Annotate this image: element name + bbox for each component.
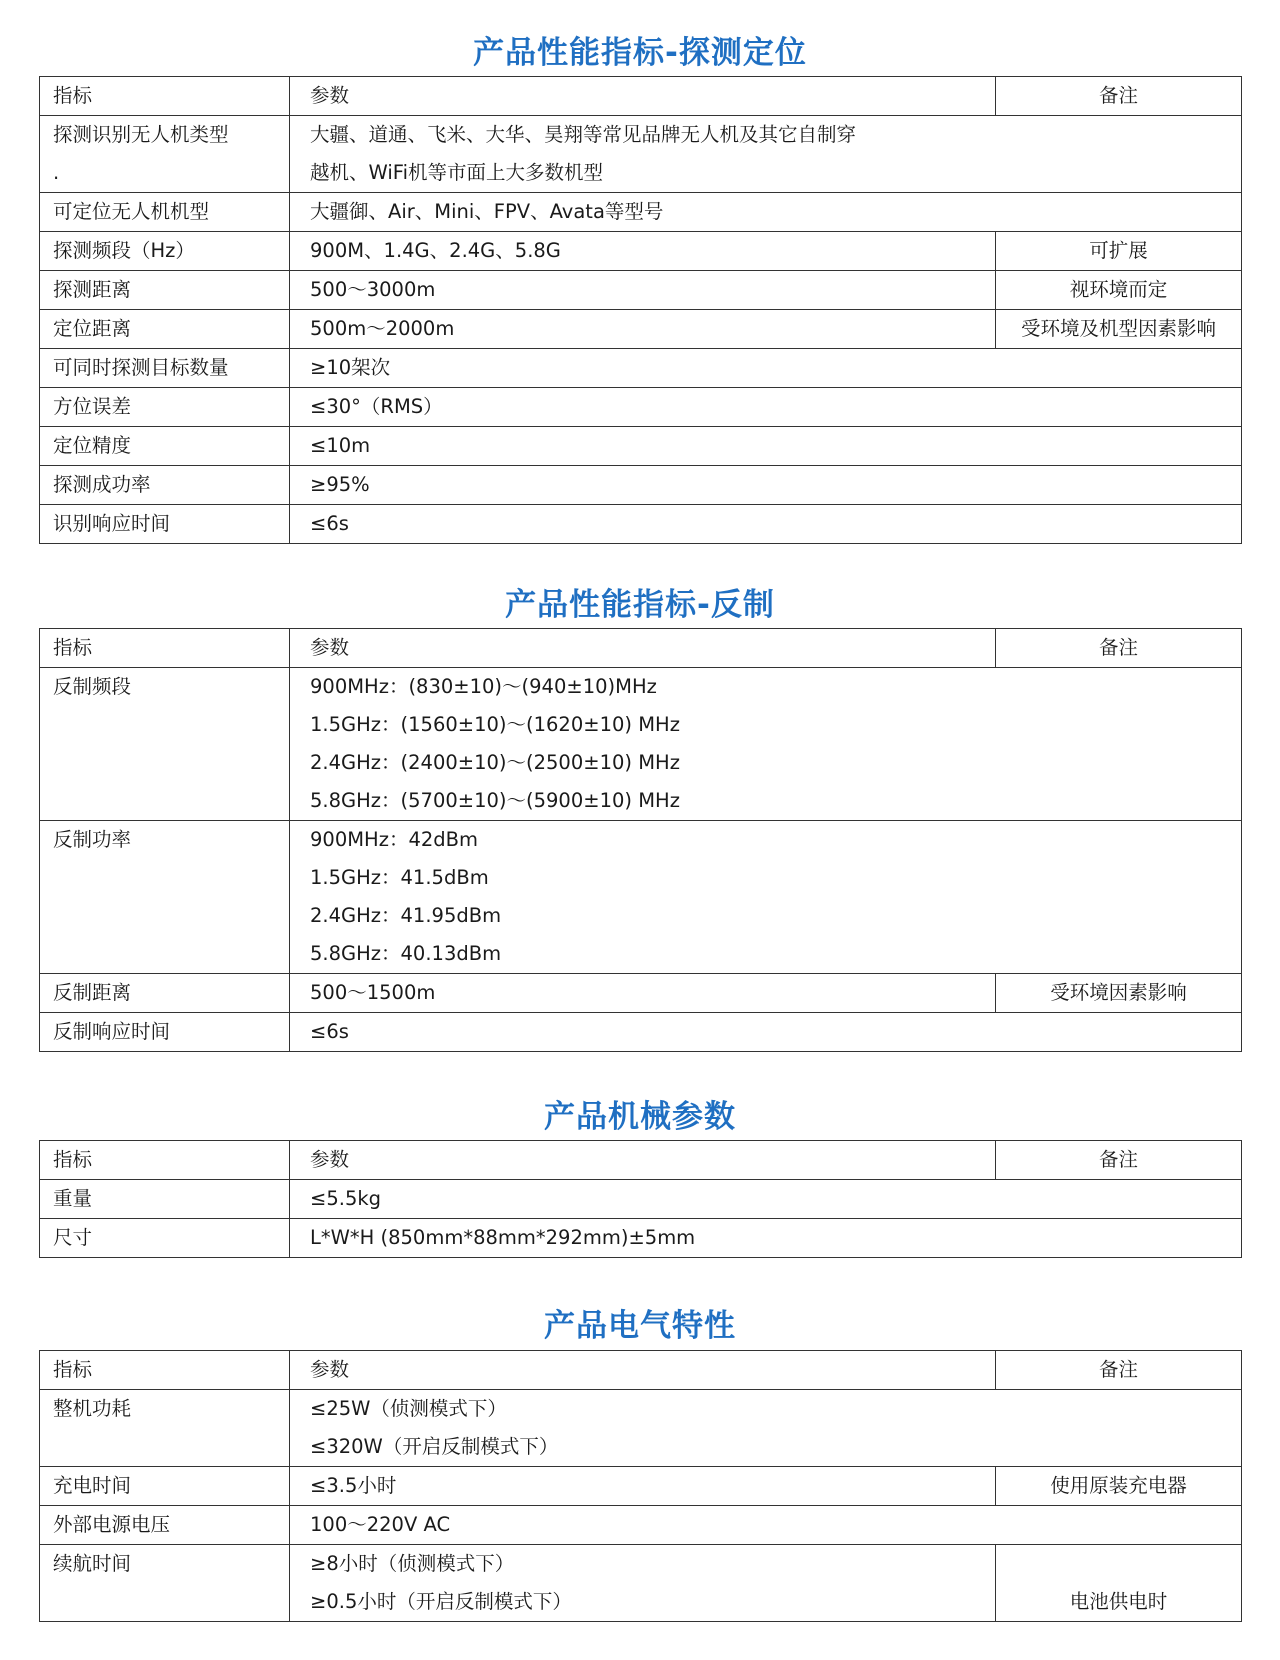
header-indicator: 指标 (40, 629, 290, 668)
row-value: ≤25W（侦测模式下） (310, 1397, 507, 1420)
table-row (40, 974, 1242, 1013)
row-value: ≥0.5小时（开启反制模式下） (310, 1590, 572, 1613)
row-name: 识别响应时间 (40, 505, 290, 544)
table-header-row (40, 629, 1242, 668)
row-name: 可定位无人机机型 (40, 193, 290, 232)
header-remark: 备注 (996, 629, 1242, 668)
table-header-row (40, 1141, 1242, 1180)
row-value: 900M、1.4G、2.4G、5.8G (290, 232, 996, 271)
row-note: 使用原装充电器 (996, 1467, 1242, 1506)
section-title-countermeasure: 产品性能指标-反制 (505, 587, 775, 623)
row-value-cell (290, 116, 1242, 193)
spec-table-electrical (39, 1350, 1242, 1622)
table-row (40, 1180, 1242, 1219)
row-name: 探测频段（Hz） (40, 232, 290, 271)
row-value: ≤6s (290, 1013, 1242, 1052)
header-remark: 备注 (996, 1351, 1242, 1390)
header-parameter: 参数 (290, 1141, 996, 1180)
spec-table-detection (39, 76, 1242, 544)
row-name: 探测距离 (40, 271, 290, 310)
header-parameter: 参数 (290, 1351, 996, 1390)
table-row (40, 668, 1242, 821)
table-row (40, 821, 1242, 974)
row-value: 大疆、道通、飞米、大华、昊翔等常见品牌无人机及其它自制穿 (310, 123, 857, 146)
row-value-cell (290, 1545, 996, 1622)
header-indicator: 指标 (40, 77, 290, 116)
row-value: ≥8小时（侦测模式下） (310, 1552, 515, 1575)
row-value: 5.8GHz：(5700±10)～(5900±10) MHz (310, 789, 680, 812)
row-name: 反制功率 (40, 821, 290, 974)
row-name: 定位精度 (40, 427, 290, 466)
row-value: 大疆御、Air、Mini、FPV、Avata等型号 (290, 193, 1242, 232)
row-name: 外部电源电压 (40, 1506, 290, 1545)
row-name: 充电时间 (40, 1467, 290, 1506)
row-name: 尺寸 (40, 1219, 290, 1258)
row-name: 探测识别无人机类型 (53, 123, 229, 146)
table-row (40, 232, 1242, 271)
row-value: 5.8GHz：40.13dBm (310, 942, 502, 965)
header-indicator: 指标 (40, 1351, 290, 1390)
header-parameter: 参数 (290, 77, 996, 116)
row-value: 900MHz：42dBm (310, 828, 479, 851)
table-row (40, 1013, 1242, 1052)
row-note-cell (996, 1545, 1242, 1622)
row-note: 可扩展 (996, 232, 1242, 271)
row-name: 整机功耗 (40, 1390, 290, 1467)
table-row (40, 271, 1242, 310)
row-value: ≤6s (290, 505, 1242, 544)
table-row (40, 1467, 1242, 1506)
row-value-cell (290, 1390, 1242, 1467)
table-header-row (40, 1351, 1242, 1390)
table-row (40, 388, 1242, 427)
spec-table-mechanical (39, 1140, 1242, 1258)
row-value: ≤3.5小时 (290, 1467, 996, 1506)
spec-table-countermeasure (39, 628, 1242, 1052)
table-row (40, 505, 1242, 544)
table-row (40, 1506, 1242, 1545)
row-value: 1.5GHz：41.5dBm (310, 866, 489, 889)
row-value: 900MHz：(830±10)～(940±10)MHz (310, 675, 657, 698)
row-value-cell (290, 668, 1242, 821)
row-value: ≤5.5kg (290, 1180, 1242, 1219)
row-value: 500～3000m (290, 271, 996, 310)
row-note: 受环境及机型因素影响 (996, 310, 1242, 349)
row-note: 视环境而定 (996, 271, 1242, 310)
row-name-extra: . (53, 161, 60, 184)
row-name: 反制响应时间 (40, 1013, 290, 1052)
row-value: ≤320W（开启反制模式下） (310, 1435, 559, 1458)
row-value: ≥10架次 (290, 349, 1242, 388)
table-row (40, 427, 1242, 466)
row-name: 反制距离 (40, 974, 290, 1013)
row-note: 电池供电时 (1069, 1590, 1168, 1613)
row-name-cell (40, 116, 290, 193)
section-title-mechanical: 产品机械参数 (544, 1099, 736, 1135)
table-row (40, 466, 1242, 505)
row-value: 500～1500m (290, 974, 996, 1013)
row-name: 重量 (40, 1180, 290, 1219)
section-title-detection: 产品性能指标-探测定位 (473, 35, 807, 71)
row-name: 续航时间 (40, 1545, 290, 1622)
row-value: 越机、WiFi机等市面上大多数机型 (310, 161, 603, 184)
table-row (40, 349, 1242, 388)
row-name: 定位距离 (40, 310, 290, 349)
row-value: ≤30°（RMS） (290, 388, 1242, 427)
header-parameter: 参数 (290, 629, 996, 668)
header-remark: 备注 (996, 1141, 1242, 1180)
row-note: 受环境因素影响 (996, 974, 1242, 1013)
row-value: 500m～2000m (290, 310, 996, 349)
header-remark: 备注 (996, 77, 1242, 116)
row-name: 探测成功率 (40, 466, 290, 505)
row-value: 2.4GHz：(2400±10)～(2500±10) MHz (310, 751, 680, 774)
table-row (40, 193, 1242, 232)
row-value: ≥95% (290, 466, 1242, 505)
row-value: 2.4GHz：41.95dBm (310, 904, 502, 927)
row-value-cell (290, 821, 1242, 974)
table-header-row (40, 77, 1242, 116)
row-value: 1.5GHz：(1560±10)～(1620±10) MHz (310, 713, 680, 736)
row-value: 100～220V AC (290, 1506, 1242, 1545)
section-title-electrical: 产品电气特性 (544, 1308, 736, 1344)
table-row (40, 116, 1242, 193)
row-name: 反制频段 (40, 668, 290, 821)
table-row (40, 310, 1242, 349)
header-indicator: 指标 (40, 1141, 290, 1180)
row-name: 方位误差 (40, 388, 290, 427)
table-row (40, 1219, 1242, 1258)
table-row (40, 1545, 1242, 1622)
row-name: 可同时探测目标数量 (40, 349, 290, 388)
table-row (40, 1390, 1242, 1467)
row-value: L*W*H (850mm*88mm*292mm)±5mm (290, 1219, 1242, 1258)
row-value: ≤10m (290, 427, 1242, 466)
